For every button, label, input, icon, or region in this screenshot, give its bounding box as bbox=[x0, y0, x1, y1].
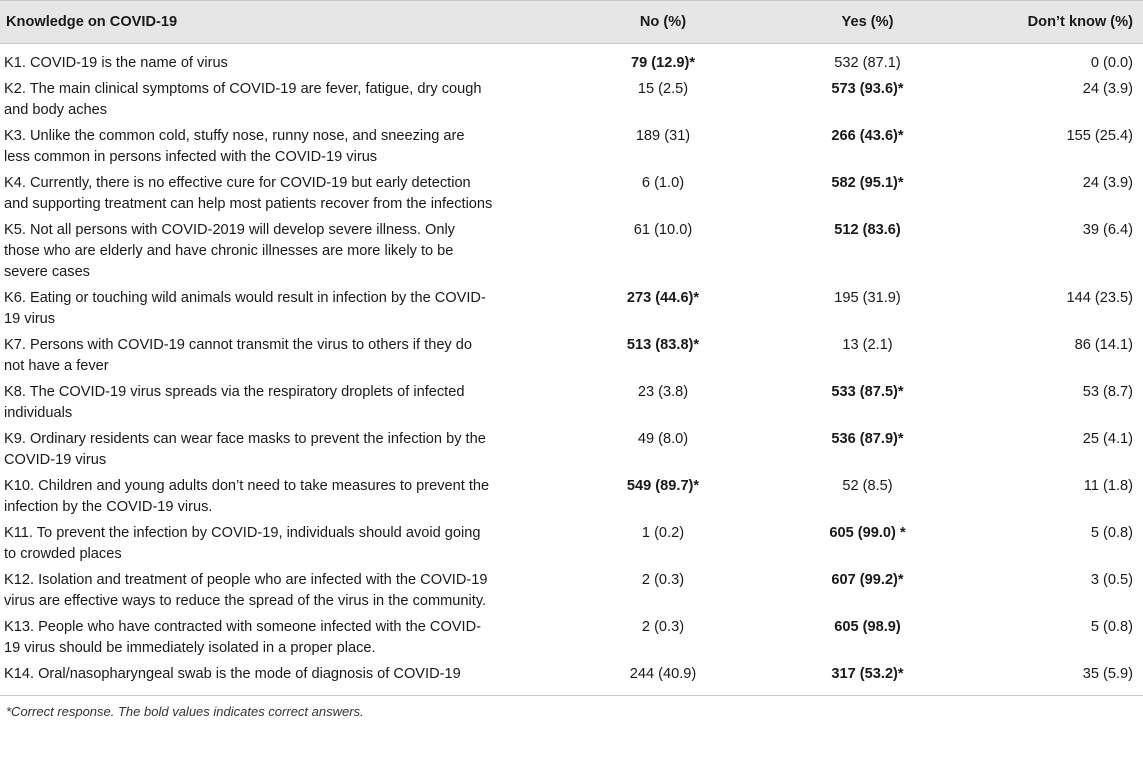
row-no-value: 549 (89.7)* bbox=[626, 478, 700, 494]
row-item-text: K13. People who have contracted with someone infected with the COVID-19 virus should be immediately isolated in a proper place. bbox=[4, 619, 481, 656]
table-row bbox=[0, 333, 1143, 380]
table-row bbox=[0, 662, 1143, 696]
row-dont-know-value: 144 (23.5) bbox=[1066, 290, 1133, 306]
table-row bbox=[0, 474, 1143, 521]
table-row bbox=[0, 427, 1143, 474]
row-dont-know-value: 24 (3.9) bbox=[1082, 175, 1133, 191]
row-item-text: K8. The COVID-19 virus spreads via the respiratory droplets of infected individuals bbox=[4, 384, 465, 421]
row-no-value: 189 (31) bbox=[635, 128, 691, 144]
row-item-text: K11. To prevent the infection by COVID-19, individuals should avoid going to crowded places bbox=[4, 525, 481, 562]
row-yes-value: 13 (2.1) bbox=[842, 337, 893, 353]
row-yes-value: 582 (95.1)* bbox=[831, 175, 904, 191]
row-yes-value: 317 (53.2)* bbox=[716, 662, 967, 696]
table-body bbox=[0, 44, 1143, 696]
row-yes-value: 573 (93.6)* bbox=[831, 81, 904, 97]
row-no-value: 244 (40.9) bbox=[498, 662, 716, 696]
header-knowledge: Knowledge on COVID-19 bbox=[0, 1, 498, 44]
row-no-value: 49 (8.0) bbox=[637, 431, 689, 447]
row-item-text: K10. Children and young adults don’t need to take measures to prevent the infection by the COVID-19 virus. bbox=[4, 478, 490, 515]
row-item-text: K3. Unlike the common cold, stuffy nose, runny nose, and sneezing are less common in persons infected with the COVID-19 virus bbox=[4, 128, 465, 165]
row-yes-value: 536 (87.9)* bbox=[831, 431, 904, 447]
row-no-value: 1 (0.2) bbox=[641, 525, 685, 541]
row-item-text: K14. Oral/nasopharyngeal swab is the mode of diagnosis of COVID-19 bbox=[0, 662, 498, 696]
header-no: No (%) bbox=[498, 1, 716, 44]
row-yes-value: 533 (87.5)* bbox=[831, 384, 904, 400]
row-no-value: 15 (2.5) bbox=[637, 81, 689, 97]
header-row bbox=[0, 1, 1143, 44]
row-no-value: 23 (3.8) bbox=[637, 384, 689, 400]
table-row bbox=[0, 521, 1143, 568]
row-yes-value: 266 (43.6)* bbox=[831, 128, 904, 144]
table-header bbox=[0, 1, 1143, 44]
table-row bbox=[0, 171, 1143, 218]
row-no-value: 513 (83.8)* bbox=[626, 337, 700, 353]
row-dont-know-value: 5 (0.8) bbox=[1090, 525, 1133, 541]
row-dont-know-value: 25 (4.1) bbox=[1082, 431, 1133, 447]
table-footnote: *Correct response. The bold values indicates correct answers. bbox=[6, 704, 364, 719]
row-yes-value: 532 (87.1) bbox=[834, 55, 901, 71]
row-dont-know-value: 53 (8.7) bbox=[1082, 384, 1133, 400]
row-no-value: 2 (0.3) bbox=[641, 572, 685, 588]
row-yes-value: 52 (8.5) bbox=[842, 478, 893, 494]
table-row bbox=[0, 218, 1143, 286]
row-no-value: 61 (10.0) bbox=[633, 222, 693, 238]
row-no-value: 273 (44.6)* bbox=[626, 290, 700, 306]
row-dont-know-value: 39 (6.4) bbox=[1082, 222, 1133, 238]
header-dont-know: Don’t know (%) bbox=[967, 1, 1143, 44]
row-yes-value: 195 (31.9) bbox=[834, 290, 901, 306]
row-yes-value: 607 (99.2)* bbox=[831, 572, 904, 588]
row-item-text: K9. Ordinary residents can wear face masks to prevent the infection by the COVID-19 virus bbox=[4, 431, 486, 468]
row-yes-value: 512 (83.6) bbox=[834, 222, 901, 238]
row-item-text: K4. Currently, there is no effective cure for COVID-19 but early detection and supporting treatment can help most patients recover from the infections bbox=[4, 175, 493, 212]
row-no-value: 6 (1.0) bbox=[641, 175, 685, 191]
table-row bbox=[0, 568, 1143, 615]
row-dont-know-value: 24 (3.9) bbox=[1082, 81, 1133, 97]
row-dont-know-value: 5 (0.8) bbox=[1090, 619, 1133, 635]
row-no-value: 79 (12.9)* bbox=[630, 55, 696, 71]
row-item-text: K1. COVID-19 is the name of virus bbox=[4, 55, 228, 71]
row-item-text: K2. The main clinical symptoms of COVID-19 are fever, fatigue, dry cough and body aches bbox=[4, 81, 482, 118]
row-yes-value: 605 (98.9) bbox=[834, 619, 901, 635]
row-dont-know-value: 86 (14.1) bbox=[1074, 337, 1133, 353]
row-item-text: K6. Eating or touching wild animals would result in infection by the COVID-19 virus bbox=[4, 290, 486, 327]
row-dont-know-value: 0 (0.0) bbox=[1090, 55, 1133, 71]
table-row bbox=[0, 380, 1143, 427]
table-row bbox=[0, 77, 1143, 124]
row-yes-value: 605 (99.0) * bbox=[829, 525, 906, 541]
row-item-text: K5. Not all persons with COVID-2019 will develop severe illness. Only those who are elderly and have chronic illnesses are more likely to be severe cases bbox=[4, 222, 455, 280]
row-dont-know-value: 35 (5.9) bbox=[967, 662, 1143, 696]
row-no-value: 2 (0.3) bbox=[641, 619, 685, 635]
header-yes: Yes (%) bbox=[716, 1, 967, 44]
table-row bbox=[0, 124, 1143, 171]
row-dont-know-value: 3 (0.5) bbox=[1090, 572, 1133, 588]
row-dont-know-value: 155 (25.4) bbox=[1066, 128, 1133, 144]
table-row bbox=[0, 615, 1143, 662]
row-item-text: K12. Isolation and treatment of people who are infected with the COVID-19 virus are effective ways to reduce the spread of the virus in the community. bbox=[4, 572, 488, 609]
table-row bbox=[0, 44, 1143, 78]
row-dont-know-value: 11 (1.8) bbox=[1083, 478, 1133, 494]
row-item-text: K7. Persons with COVID-19 cannot transmit the virus to others if they do not have a fever bbox=[4, 337, 473, 374]
table-row bbox=[0, 286, 1143, 333]
